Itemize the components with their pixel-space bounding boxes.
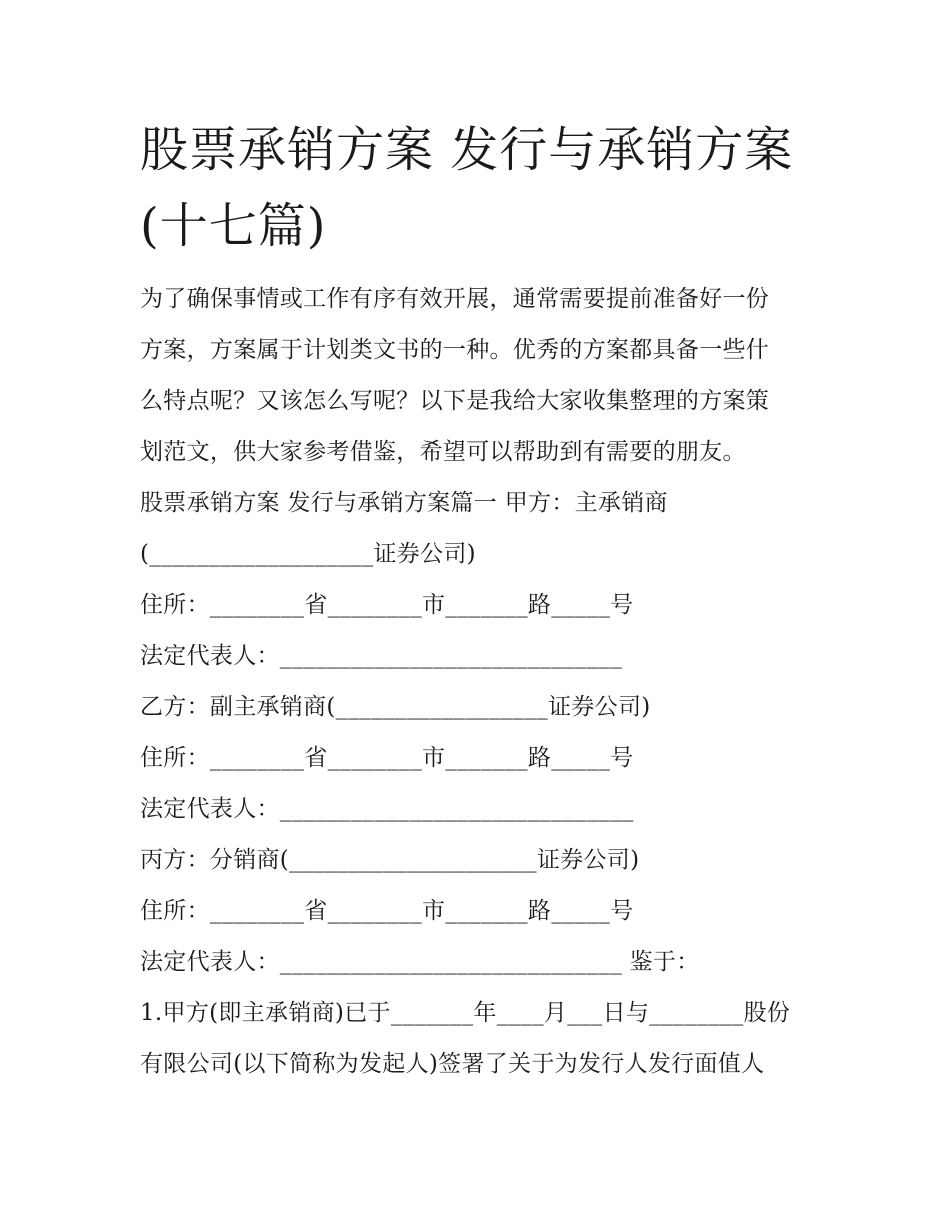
- party-a-company-blank: (___________________证券公司): [140, 541, 476, 567]
- party-a-representative: 法定代表人：_____________________________: [140, 643, 622, 669]
- section-heading-party-a: 股票承销方案 发行与承销方案篇一 甲方：主承销商: [140, 490, 668, 516]
- party-a-address: 住所：________省________市_______路_____号: [140, 592, 634, 618]
- party-c-representative: 法定代表人：_____________________________ 鉴于：: [140, 949, 700, 975]
- intro-line-3: 么特点呢？又该怎么写呢？以下是我给大家收集整理的方案策: [140, 388, 770, 414]
- intro-line-1: 为了确保事情或工作有序有效开展，通常需要提前准备好一份: [140, 286, 770, 312]
- title-line-1: 股票承销方案 发行与承销方案: [140, 122, 794, 178]
- intro-line-2: 方案，方案属于计划类文书的一种。优秀的方案都具备一些什: [140, 337, 770, 363]
- party-b-address: 住所：________省________市_______路_____号: [140, 745, 634, 771]
- clause-1-line-2: 有限公司(以下简称为发起人)签署了关于为发行人发行面值人: [140, 1051, 765, 1077]
- document-title: [140, 112, 820, 264]
- document-body: [140, 274, 820, 1090]
- party-c-line: 丙方：分销商(_____________________证券公司): [140, 847, 640, 873]
- party-b-line: 乙方：副主承销商(__________________证券公司): [140, 694, 651, 720]
- party-c-address: 住所：________省________市_______路_____号: [140, 898, 634, 924]
- intro-line-4: 划范文，供大家参考借鉴，希望可以帮助到有需要的朋友。: [140, 439, 746, 465]
- party-b-representative: 法定代表人：______________________________: [140, 796, 634, 822]
- title-line-2: (十七篇): [140, 198, 327, 254]
- clause-1-line-1: 1.甲方(即主承销商)已于_______年____月___日与________股份: [140, 1000, 791, 1026]
